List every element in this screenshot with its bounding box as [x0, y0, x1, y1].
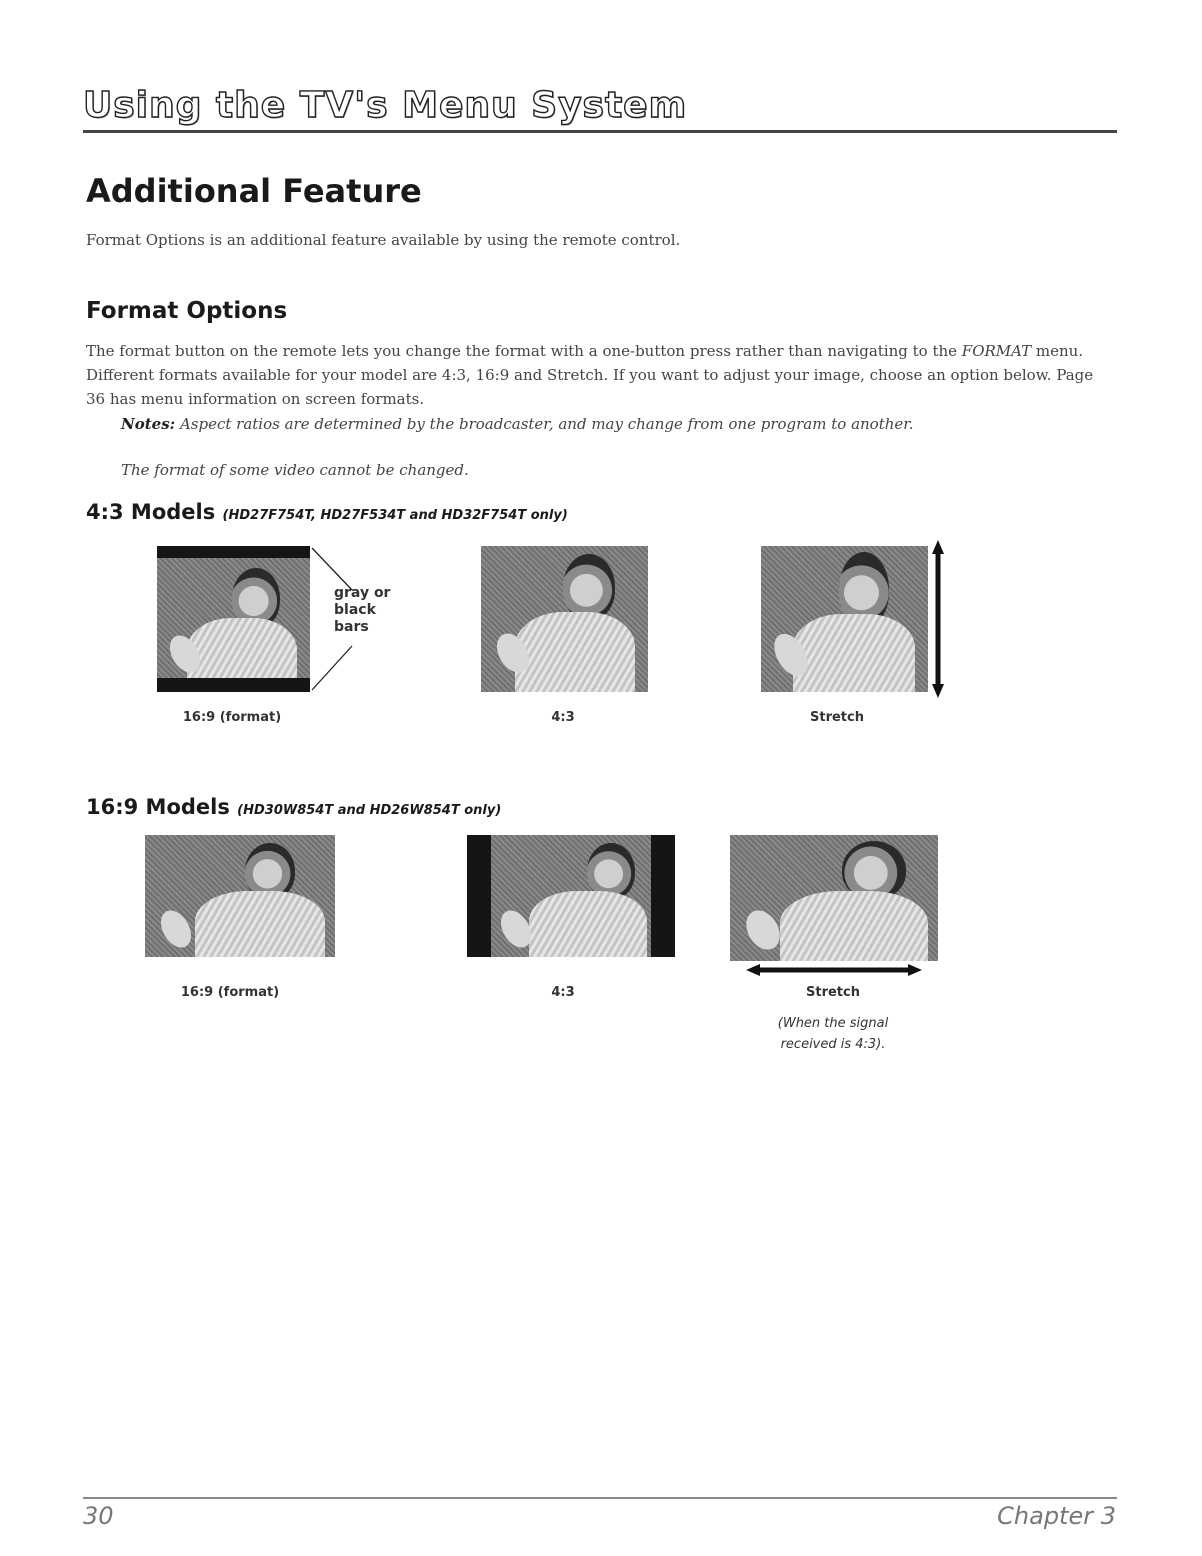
- caption-43-model-43: 4:3: [551, 710, 575, 725]
- image-169-model-169-format: [145, 835, 335, 957]
- callout-gray-black-bars: [334, 585, 390, 636]
- caption-169-model-43: 4:3: [551, 985, 575, 1000]
- format-description-part1: The format button on the remote lets you change the format with a one-button press rather than navigating to the: [86, 342, 962, 360]
- stretch-note-line-2: received is 4:3).: [780, 1037, 886, 1052]
- footer-rule: [83, 1497, 1117, 1499]
- image-43-model-43: [481, 546, 648, 692]
- image-43-model-stretch: [761, 546, 928, 692]
- heading-169-qualifier: (HD30W854T and HD26W854T only): [237, 803, 502, 818]
- page-number: 30: [83, 1502, 114, 1530]
- heading-43-models: [86, 500, 568, 524]
- caption-43-model-169: 16:9 (format): [182, 710, 282, 725]
- chapter-label: Chapter 3: [997, 1502, 1116, 1530]
- section-title-format-options: Format Options: [86, 298, 288, 324]
- callout-line-1: gray or: [334, 585, 391, 601]
- callout-line-3: bars: [334, 619, 369, 635]
- image-43-model-169-format: [157, 546, 310, 692]
- callout-line-2: black: [334, 602, 376, 618]
- note-1-text: Aspect ratios are determined by the broadcaster, and may change from one program to another.: [175, 415, 914, 433]
- caption-169-model-stretch: Stretch: [806, 985, 860, 1000]
- caption-43-model-stretch: Stretch: [810, 710, 864, 725]
- heading-43-label: 4:3 Models: [86, 500, 216, 524]
- note-aspect-ratios: [121, 412, 1081, 437]
- horizontal-stretch-arrow-icon: [746, 962, 922, 978]
- format-menu-name: FORMAT: [961, 342, 1032, 360]
- stretch-note-line-1: (When the signal: [777, 1016, 889, 1031]
- vertical-stretch-arrow-icon: [930, 540, 946, 700]
- image-169-model-43: [467, 835, 675, 957]
- format-description: [86, 339, 1096, 411]
- format-description-part2: menu. Different formats available for your model are 4:3, 16:9 and Stretch. If you want to adjust your image, choose an option below. Page 36 has menu information on screen formats.: [86, 342, 1094, 408]
- note-format-fixed: The format of some video cannot be changed.: [121, 461, 469, 479]
- stretch-signal-note: [748, 1013, 918, 1055]
- heading-169-label: 16:9 Models: [86, 795, 230, 819]
- page-header-title: Using the TV's Menu System: [83, 85, 688, 126]
- page-header: [83, 84, 1117, 133]
- heading-43-qualifier: (HD27F754T, HD27F534T and HD32F754T only): [222, 508, 568, 523]
- heading-169-models: [86, 795, 501, 819]
- notes-label: Notes:: [121, 415, 176, 433]
- intro-paragraph: Format Options is an additional feature available by using the remote control.: [86, 231, 681, 249]
- header-rule: [83, 130, 1117, 133]
- section-title-additional-feature: Additional Feature: [86, 172, 422, 210]
- caption-169-model-169: 16:9 (format): [180, 985, 280, 1000]
- image-169-model-stretch: [730, 835, 938, 961]
